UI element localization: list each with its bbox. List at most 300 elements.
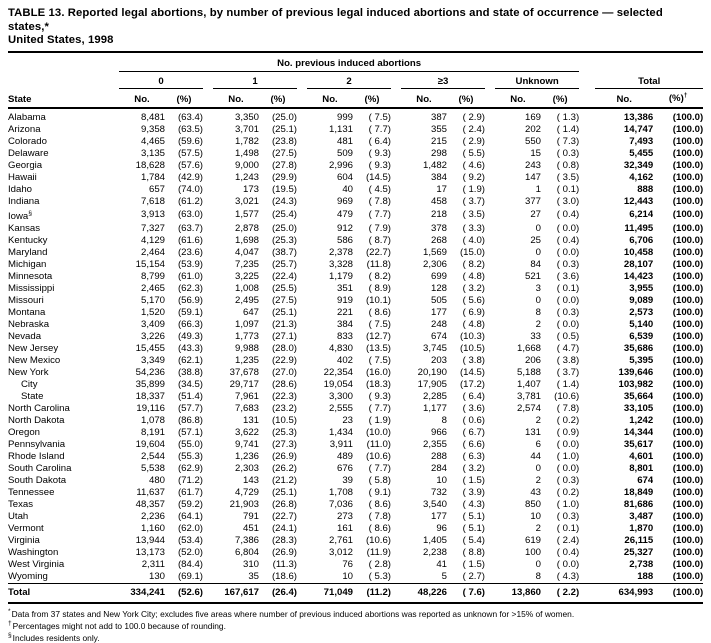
column-spacer: [109, 235, 119, 247]
cell-percent: (27.0): [271, 366, 297, 378]
state-name: Kansas: [8, 222, 40, 234]
cell-count: 384: [430, 171, 447, 183]
cell-percent: (100.0): [672, 123, 704, 135]
cell-percent: ( 0.0): [556, 558, 580, 570]
column-spacer: [109, 331, 119, 343]
cell-count: 310: [242, 558, 259, 570]
column-spacer: [391, 148, 401, 160]
cell-count: 833: [336, 330, 353, 342]
footnote-text: Includes residents only.: [12, 632, 100, 643]
column-spacer: [485, 160, 495, 172]
column-group-label-1: 1: [213, 71, 297, 88]
column-spacer: [579, 247, 595, 259]
cell-percent: (24.1): [271, 522, 297, 534]
cell-percent: ( 0.4): [556, 546, 580, 558]
column-spacer: [297, 208, 307, 223]
cell-count: 188: [637, 570, 654, 582]
column-header-pct: (%): [447, 88, 485, 108]
cell-percent: (11.9): [366, 546, 391, 558]
cell-count: 355: [430, 123, 447, 135]
cell-percent: ( 5.6): [462, 294, 485, 306]
footnote-text: Percentages might not add to 100.0 because of rounding.: [12, 620, 226, 631]
column-spacer: [297, 307, 307, 319]
cell-percent: (100.0): [672, 318, 704, 330]
column-spacer: [109, 247, 119, 259]
column-spacer: [579, 415, 595, 427]
column-spacer: [109, 271, 119, 283]
cell-percent: ( 5.8): [368, 474, 391, 486]
cell-count: 81,686: [623, 498, 654, 510]
column-spacer: [579, 583, 595, 603]
cell-percent: (28.3): [271, 534, 297, 546]
cell-count: 298: [430, 147, 447, 159]
column-spacer: [109, 108, 119, 124]
column-spacer: [485, 499, 495, 511]
state-name: Vermont: [8, 522, 44, 534]
cell-count: 96: [436, 522, 447, 534]
column-spacer: [391, 379, 401, 391]
cell-percent: ( 1.0): [556, 498, 580, 510]
column-spacer: [391, 208, 401, 223]
cell-count: 4,047: [234, 246, 259, 258]
cell-percent: (26.9): [271, 546, 297, 558]
column-spacer: [391, 439, 401, 451]
column-spacer: [297, 463, 307, 475]
cell-percent: ( 3.7): [556, 366, 580, 378]
cell-count: 5,188: [516, 366, 541, 378]
state-name: Utah: [8, 510, 29, 522]
column-spacer: [297, 283, 307, 295]
footnote-text: Data from 37 states and New York City; excludes five areas where number of previous induced abortions was reported as unknown for >15% of women.: [11, 608, 575, 619]
cell-count: 10: [436, 474, 447, 486]
cell-percent: (27.8): [271, 159, 297, 171]
cell-count: 17: [436, 183, 447, 195]
column-spacer: [203, 427, 213, 439]
cell-count: 139,646: [618, 366, 654, 378]
column-spacer: [109, 259, 119, 271]
cell-count: 1,405: [422, 534, 447, 546]
table-row: [8, 511, 703, 523]
header-spacer: [203, 71, 213, 88]
cell-percent: (27.5): [271, 294, 297, 306]
cell-percent: ( 1.4): [556, 378, 580, 390]
column-spacer: [203, 319, 213, 331]
cell-count: 912: [336, 222, 353, 234]
cell-percent: (25.3): [271, 426, 297, 438]
cell-count: 1,708: [328, 486, 353, 498]
cell-percent: (100.0): [672, 546, 704, 558]
cell-count: 10,458: [623, 246, 654, 258]
cell-count: 2,465: [140, 282, 165, 294]
table-title: [8, 7, 703, 48]
cell-percent: (10.5): [271, 414, 297, 426]
column-spacer: [297, 415, 307, 427]
column-spacer: [579, 379, 595, 391]
column-spacer: [203, 160, 213, 172]
cell-count: 33,105: [623, 402, 654, 414]
cell-percent: ( 0.3): [556, 510, 580, 522]
column-spacer: [579, 559, 595, 571]
cell-count: 2,495: [234, 294, 259, 306]
cell-count: 480: [148, 474, 165, 486]
column-spacer: [297, 259, 307, 271]
column-spacer: [203, 259, 213, 271]
cell-percent: ( 0.1): [556, 522, 580, 534]
table-row: [8, 271, 703, 283]
cell-count: 130: [148, 570, 165, 582]
cell-percent: (100.0): [672, 294, 704, 306]
column-spacer: [297, 160, 307, 172]
cell-percent: ( 3.2): [462, 462, 485, 474]
column-spacer: [579, 208, 595, 223]
cell-percent: ( 0.3): [556, 474, 580, 486]
cell-percent: ( 9.1): [368, 486, 391, 498]
column-spacer: [203, 283, 213, 295]
cell-percent: (100.0): [672, 570, 704, 582]
cell-count: 479: [336, 209, 353, 221]
cell-count: 103,982: [618, 378, 654, 390]
column-spacer: [579, 307, 595, 319]
column-spacer: [109, 535, 119, 547]
cell-count: 676: [336, 462, 353, 474]
cell-percent: ( 0.8): [556, 159, 580, 171]
column-spacer: [203, 487, 213, 499]
state-name: Missouri: [8, 294, 44, 306]
cell-percent: (26.8): [271, 498, 297, 510]
cell-percent: (100.0): [672, 486, 704, 498]
column-spacer: [203, 403, 213, 415]
cell-count: 2,544: [140, 450, 165, 462]
cell-count: 7,618: [140, 195, 165, 207]
cell-count: 14,344: [623, 426, 654, 438]
cell-percent: ( 7.6): [447, 583, 485, 603]
cell-count: 35,686: [623, 342, 654, 354]
cell-percent: (25.7): [271, 258, 297, 270]
state-name: Indiana: [8, 195, 40, 207]
cell-count: 177: [430, 306, 447, 318]
cell-count: 1,498: [234, 147, 259, 159]
state-name: Washington: [8, 546, 59, 558]
table-row: [8, 259, 703, 271]
table-row: [8, 196, 703, 208]
cell-percent: (23.2): [271, 402, 297, 414]
cell-percent: (49.3): [177, 330, 203, 342]
cell-percent: (100.0): [672, 222, 704, 234]
cell-count: 1,668: [516, 342, 541, 354]
cell-percent: (38.7): [271, 246, 297, 258]
column-spacer: [297, 451, 307, 463]
cell-percent: (25.5): [271, 282, 297, 294]
cell-count: 1,782: [234, 135, 259, 147]
cell-count: 284: [430, 462, 447, 474]
cell-count: 619: [524, 534, 541, 546]
cell-percent: (24.3): [271, 195, 297, 207]
cell-percent: (23.6): [177, 246, 203, 258]
cell-count: 41: [436, 558, 447, 570]
cell-count: 0: [535, 246, 541, 258]
column-group-label-2: 2: [307, 71, 391, 88]
cell-count: 4,162: [629, 171, 654, 183]
cell-percent: ( 8.6): [368, 498, 391, 510]
cell-percent: ( 7.7): [368, 123, 391, 135]
cell-count: 451: [242, 522, 259, 534]
column-spacer: [391, 184, 401, 196]
column-header-no: No.: [595, 88, 653, 108]
cell-percent: ( 5.3): [368, 570, 391, 582]
cell-percent: (14.5): [459, 366, 485, 378]
state-name: Rhode Island: [8, 450, 65, 462]
cell-percent: (100.0): [672, 258, 704, 270]
cell-count: 14,747: [623, 123, 654, 135]
column-spacer: [391, 307, 401, 319]
cell-count: 657: [148, 183, 165, 195]
table-row: [8, 475, 703, 487]
table-row: [8, 295, 703, 307]
column-header-pct: (%): [259, 88, 297, 108]
cell-count: 351: [336, 282, 353, 294]
column-spacer: [391, 367, 401, 379]
cell-count: 1,131: [328, 123, 353, 135]
column-spacer: [203, 223, 213, 235]
cell-count: 2,378: [328, 246, 353, 258]
cell-percent: ( 7.5): [368, 354, 391, 366]
cell-percent: ( 1.5): [462, 558, 485, 570]
cell-percent: (28.0): [271, 342, 297, 354]
cell-percent: ( 3.5): [556, 171, 580, 183]
cell-count: 14,423: [623, 270, 654, 282]
cell-percent: (63.7): [177, 222, 203, 234]
cell-percent: ( 6.4): [462, 390, 485, 402]
column-spacer: [297, 124, 307, 136]
cell-percent: (10.0): [365, 426, 391, 438]
cell-count: 3,701: [234, 123, 259, 135]
cell-percent: (22.9): [271, 354, 297, 366]
cell-count: 48,226: [401, 583, 447, 603]
cell-count: 0: [535, 222, 541, 234]
cell-count: 2,306: [422, 258, 447, 270]
cell-count: 2: [535, 318, 541, 330]
cell-count: 377: [524, 195, 541, 207]
column-spacer: [297, 172, 307, 184]
column-spacer: [579, 148, 595, 160]
cell-count: 147: [524, 171, 541, 183]
cell-percent: ( 3.7): [462, 195, 485, 207]
cell-count: 48,357: [135, 498, 165, 510]
column-spacer: [579, 196, 595, 208]
cell-percent: (27.5): [271, 147, 297, 159]
cell-percent: (100.0): [672, 450, 704, 462]
cell-count: 7,683: [234, 402, 259, 414]
cell-percent: (10.3): [459, 330, 485, 342]
cell-percent: ( 6.4): [368, 135, 391, 147]
column-spacer: [297, 271, 307, 283]
table-row: [8, 547, 703, 559]
column-spacer: [297, 184, 307, 196]
cell-count: 919: [336, 294, 353, 306]
cell-count: 43: [530, 486, 541, 498]
column-spacer: [579, 511, 595, 523]
cell-percent: ( 4.5): [368, 183, 391, 195]
header-blank: [579, 53, 703, 72]
column-spacer: [579, 355, 595, 367]
cell-percent: (16.0): [365, 366, 391, 378]
header-spacer: [109, 88, 119, 108]
column-spacer: [485, 427, 495, 439]
cell-count: 3,225: [234, 270, 259, 282]
column-spacer: [297, 427, 307, 439]
cell-count: 19,116: [136, 402, 165, 414]
cell-count: 2,878: [234, 222, 259, 234]
cell-count: 505: [430, 294, 447, 306]
column-spacer: [485, 439, 495, 451]
cell-percent: (100.0): [672, 209, 704, 221]
column-spacer: [297, 295, 307, 307]
cell-count: 384: [336, 318, 353, 330]
column-spacer: [579, 499, 595, 511]
cell-count: 273: [336, 510, 353, 522]
header-spacer: [297, 71, 307, 88]
table-row: [8, 499, 703, 511]
cell-percent: (100.0): [672, 390, 704, 402]
cell-percent: ( 2.2): [541, 583, 579, 603]
cell-count: 26,115: [624, 534, 654, 546]
header-row-group-title: [8, 53, 703, 72]
column-spacer: [485, 136, 495, 148]
cell-percent: (100.0): [672, 234, 704, 246]
column-spacer: [579, 403, 595, 415]
cell-percent: ( 3.6): [462, 402, 485, 414]
cell-percent: ( 4.7): [556, 342, 580, 354]
cell-count: 0: [535, 558, 541, 570]
cell-count: 8: [441, 414, 447, 426]
dagger-marker: †: [683, 92, 688, 100]
column-spacer: [203, 547, 213, 559]
column-spacer: [109, 172, 119, 184]
column-spacer: [109, 283, 119, 295]
cell-percent: (52.6): [165, 583, 203, 603]
cell-count: 3,622: [234, 426, 259, 438]
cell-percent: (17.2): [459, 378, 485, 390]
cell-percent: ( 0.1): [556, 183, 580, 195]
state-name: Oregon: [8, 426, 40, 438]
cell-count: 35,617: [623, 438, 654, 450]
cell-count: 17,905: [417, 378, 447, 390]
cell-count: 10: [530, 510, 541, 522]
cell-percent: (61.0): [177, 270, 203, 282]
cell-count: 2,311: [141, 558, 165, 570]
cell-count: 4,830: [328, 342, 353, 354]
column-spacer: [297, 583, 307, 603]
table-row: [8, 463, 703, 475]
state-name: Georgia: [8, 159, 43, 171]
cell-percent: ( 0.9): [556, 426, 580, 438]
column-spacer: [391, 355, 401, 367]
cell-percent: ( 1.9): [462, 183, 485, 195]
cell-percent: (100.0): [672, 282, 704, 294]
column-spacer: [203, 235, 213, 247]
cell-count: 28,107: [623, 258, 654, 270]
cell-count: 3,409: [140, 318, 165, 330]
column-spacer: [485, 307, 495, 319]
cell-percent: (22.4): [271, 270, 297, 282]
column-spacer: [297, 108, 307, 124]
cell-percent: (100.0): [672, 414, 704, 426]
column-spacer: [109, 307, 119, 319]
cell-count: 850: [524, 498, 541, 510]
cell-count: 9,089: [629, 294, 654, 306]
cell-count: 13,386: [623, 111, 654, 123]
column-spacer: [485, 403, 495, 415]
cell-percent: ( 0.0): [556, 294, 580, 306]
cell-count: 2,464: [140, 246, 165, 258]
state-name: Nebraska: [8, 318, 50, 330]
column-spacer: [109, 511, 119, 523]
cell-percent: (62.0): [177, 522, 203, 534]
state-name: South Carolina: [8, 462, 72, 474]
column-spacer: [485, 583, 495, 603]
cell-count: 131: [524, 426, 541, 438]
cell-percent: ( 0.3): [556, 258, 580, 270]
column-spacer: [297, 331, 307, 343]
column-spacer: [579, 108, 595, 124]
cell-percent: ( 1.0): [556, 450, 580, 462]
header-spacer: [391, 71, 401, 88]
column-spacer: [203, 247, 213, 259]
cell-count: 2,738: [629, 558, 654, 570]
cell-count: 25: [530, 234, 541, 246]
cell-count: 288: [430, 450, 447, 462]
cell-percent: (100.0): [672, 558, 704, 570]
cell-count: 2,303: [234, 462, 259, 474]
state-name: Idaho: [8, 183, 33, 195]
column-spacer: [109, 295, 119, 307]
cell-percent: ( 1.3): [556, 111, 580, 123]
cell-count: 19,604: [135, 438, 165, 450]
cell-percent: ( 7.7): [368, 462, 391, 474]
cell-count: 39: [342, 474, 353, 486]
column-spacer: [109, 547, 119, 559]
cell-percent: ( 0.1): [556, 282, 580, 294]
table-row: [8, 331, 703, 343]
table-row: [8, 355, 703, 367]
cell-count: 7,327: [140, 222, 165, 234]
cell-count: 0: [535, 462, 541, 474]
cell-count: 1,784: [140, 171, 165, 183]
column-spacer: [203, 108, 213, 124]
column-spacer: [109, 343, 119, 355]
cell-count: 25,327: [623, 546, 654, 558]
cell-count: 3,021: [234, 195, 259, 207]
column-spacer: [109, 403, 119, 415]
cell-percent: (53.4): [177, 534, 203, 546]
cell-count: 20,190: [417, 366, 447, 378]
cell-percent: (18.6): [271, 570, 297, 582]
column-spacer: [391, 547, 401, 559]
cell-count: 3: [535, 282, 541, 294]
cell-count: 7,036: [328, 498, 353, 510]
cell-percent: (100.0): [672, 171, 704, 183]
table-row: [8, 184, 703, 196]
state-name: Iowa§: [8, 209, 33, 222]
column-spacer: [109, 463, 119, 475]
column-spacer: [485, 559, 495, 571]
cell-percent: ( 3.5): [462, 209, 485, 221]
cell-percent: ( 8.2): [368, 270, 391, 282]
column-spacer: [297, 403, 307, 415]
column-spacer: [391, 451, 401, 463]
cell-percent: ( 8.8): [462, 546, 485, 558]
cell-count: 3,745: [422, 342, 447, 354]
